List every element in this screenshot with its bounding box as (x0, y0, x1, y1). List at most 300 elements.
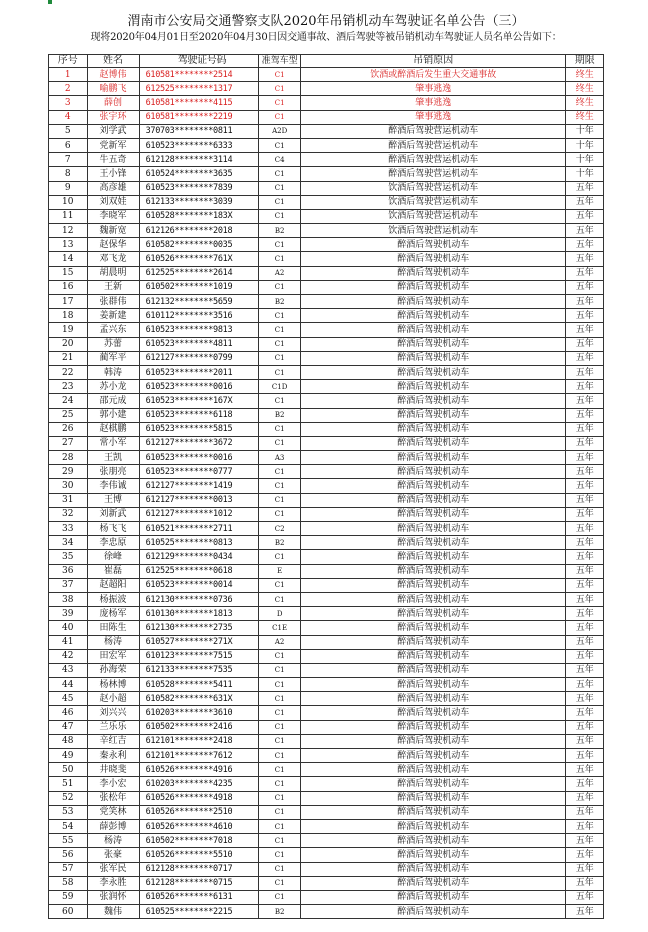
table-row (49, 238, 604, 252)
row-reason: 醉酒后驾驶机动车 (300, 280, 566, 294)
row-term: 五年 (566, 876, 604, 890)
row-reason: 醉酒后驾驶机动车 (300, 351, 566, 365)
row-term: 五年 (566, 734, 604, 748)
row-name: 赵超阳 (87, 578, 139, 592)
row-term: 五年 (566, 522, 604, 536)
row-name: 魏伟 (87, 905, 139, 919)
row-term: 五年 (566, 323, 604, 337)
row-reason: 醉酒后驾驶机动车 (300, 692, 566, 706)
table-row (49, 550, 604, 564)
row-license: 610523********0016 (139, 451, 259, 465)
row-reason: 醉酒后驾驶营运机动车 (300, 138, 566, 152)
row-term: 五年 (566, 465, 604, 479)
row-name: 蔺军平 (87, 351, 139, 365)
row-seq: 57 (49, 862, 88, 876)
table-row (49, 621, 604, 635)
row-vehicle-type: E (259, 564, 301, 578)
row-term: 五年 (566, 720, 604, 734)
table-row (49, 153, 604, 167)
row-name: 杨涛 (87, 635, 139, 649)
row-license: 612132********5659 (139, 295, 259, 309)
row-name: 李忠原 (87, 536, 139, 550)
table-row (49, 607, 604, 621)
row-term: 五年 (566, 706, 604, 720)
row-name: 张群伟 (87, 295, 139, 309)
table-row (49, 82, 604, 96)
row-vehicle-type: C1 (259, 351, 301, 365)
row-term: 终生 (566, 68, 604, 82)
row-seq: 8 (49, 167, 88, 181)
row-license: 612126********2018 (139, 224, 259, 238)
row-term: 五年 (566, 692, 604, 706)
row-seq: 44 (49, 678, 88, 692)
row-seq: 11 (49, 209, 88, 223)
row-vehicle-type: C1 (259, 465, 301, 479)
row-license: 612525********0618 (139, 564, 259, 578)
row-seq: 40 (49, 621, 88, 635)
table-row (49, 763, 604, 777)
row-term: 五年 (566, 663, 604, 677)
row-vehicle-type: B2 (259, 536, 301, 550)
table-row (49, 592, 604, 606)
row-reason: 醉酒后驾驶机动车 (300, 876, 566, 890)
row-name: 刘兴兴 (87, 706, 139, 720)
row-name: 韩涛 (87, 365, 139, 379)
row-term: 五年 (566, 777, 604, 791)
row-seq: 49 (49, 749, 88, 763)
row-vehicle-type: B2 (259, 224, 301, 238)
table-row (49, 635, 604, 649)
table-row (49, 876, 604, 890)
row-name: 张军民 (87, 862, 139, 876)
row-reason: 醉酒后驾驶机动车 (300, 266, 566, 280)
row-seq: 23 (49, 380, 88, 394)
row-seq: 26 (49, 422, 88, 436)
row-license: 610523********0777 (139, 465, 259, 479)
row-reason: 醉酒后驾驶机动车 (300, 819, 566, 833)
row-reason: 醉酒后驾驶机动车 (300, 380, 566, 394)
row-name: 杨飞飞 (87, 522, 139, 536)
row-license: 610582********631X (139, 692, 259, 706)
row-license: 610526********5510 (139, 848, 259, 862)
row-vehicle-type: C1 (259, 280, 301, 294)
row-term: 五年 (566, 422, 604, 436)
row-license: 610523********7839 (139, 181, 259, 195)
table-row (49, 124, 604, 138)
row-seq: 18 (49, 309, 88, 323)
row-license: 612128********3114 (139, 153, 259, 167)
row-vehicle-type: C1 (259, 507, 301, 521)
row-name: 李永胜 (87, 876, 139, 890)
row-license: 612127********3672 (139, 436, 259, 450)
row-name: 王小锋 (87, 167, 139, 181)
row-seq: 1 (49, 68, 88, 82)
row-seq: 30 (49, 479, 88, 493)
row-term: 五年 (566, 351, 604, 365)
row-reason: 醉酒后驾驶机动车 (300, 252, 566, 266)
table-row (49, 522, 604, 536)
col-reason-header: 吊销原因 (300, 55, 566, 68)
row-name: 赵棋鹏 (87, 422, 139, 436)
row-reason: 醉酒后驾驶机动车 (300, 465, 566, 479)
row-name: 孙海荣 (87, 663, 139, 677)
table-row (49, 507, 604, 521)
row-vehicle-type: C1 (259, 138, 301, 152)
row-vehicle-type: C1 (259, 678, 301, 692)
table-row (49, 734, 604, 748)
table-row (49, 451, 604, 465)
row-seq: 39 (49, 607, 88, 621)
row-seq: 48 (49, 734, 88, 748)
row-reason: 醉酒后驾驶机动车 (300, 649, 566, 663)
row-name: 徐峰 (87, 550, 139, 564)
row-name: 苏蕾 (87, 337, 139, 351)
row-name: 喻鹏飞 (87, 82, 139, 96)
row-vehicle-type: C1 (259, 890, 301, 904)
row-vehicle-type: C1 (259, 578, 301, 592)
row-name: 李晓军 (87, 209, 139, 223)
row-vehicle-type: C1 (259, 167, 301, 181)
row-seq: 51 (49, 777, 88, 791)
row-reason: 醉酒后驾驶机动车 (300, 422, 566, 436)
row-license: 612129********0434 (139, 550, 259, 564)
col-name-header: 姓名 (87, 55, 139, 68)
row-term: 五年 (566, 195, 604, 209)
row-reason: 肇事逃逸 (300, 82, 566, 96)
row-reason: 醉酒后驾驶机动车 (300, 607, 566, 621)
row-term: 五年 (566, 749, 604, 763)
row-name: 杨振波 (87, 592, 139, 606)
table-row (49, 323, 604, 337)
row-name: 邓飞龙 (87, 252, 139, 266)
row-term: 五年 (566, 536, 604, 550)
row-vehicle-type: A2 (259, 635, 301, 649)
col-seq-header: 序号 (49, 55, 88, 68)
row-seq: 15 (49, 266, 88, 280)
row-term: 五年 (566, 621, 604, 635)
row-license: 612127********0013 (139, 493, 259, 507)
row-reason: 醉酒后驾驶机动车 (300, 493, 566, 507)
row-vehicle-type: C1 (259, 337, 301, 351)
row-name: 张朋亮 (87, 465, 139, 479)
row-seq: 42 (49, 649, 88, 663)
row-license: 610526********761X (139, 252, 259, 266)
row-license: 610203********3610 (139, 706, 259, 720)
row-reason: 醉酒后驾驶营运机动车 (300, 167, 566, 181)
row-reason: 醉酒后驾驶机动车 (300, 635, 566, 649)
row-name: 薛创 (87, 96, 139, 110)
row-term: 五年 (566, 266, 604, 280)
row-license: 612525********2614 (139, 266, 259, 280)
row-reason: 醉酒后驾驶机动车 (300, 834, 566, 848)
row-vehicle-type: B2 (259, 408, 301, 422)
row-name: 胡晨明 (87, 266, 139, 280)
row-seq: 2 (49, 82, 88, 96)
row-seq: 25 (49, 408, 88, 422)
row-reason: 醉酒后驾驶机动车 (300, 791, 566, 805)
row-name: 党笑林 (87, 805, 139, 819)
row-term: 五年 (566, 834, 604, 848)
row-seq: 52 (49, 791, 88, 805)
row-name: 孟兴东 (87, 323, 139, 337)
row-vehicle-type: C1 (259, 365, 301, 379)
row-term: 五年 (566, 181, 604, 195)
row-seq: 16 (49, 280, 88, 294)
row-term: 终生 (566, 96, 604, 110)
row-reason: 醉酒后驾驶营运机动车 (300, 153, 566, 167)
row-vehicle-type: C1 (259, 195, 301, 209)
row-seq: 33 (49, 522, 88, 536)
table-row (49, 96, 604, 110)
table-row (49, 536, 604, 550)
table-row (49, 110, 604, 124)
row-vehicle-type: C1 (259, 734, 301, 748)
row-seq: 59 (49, 890, 88, 904)
row-reason: 醉酒后驾驶机动车 (300, 749, 566, 763)
row-license: 610523********9813 (139, 323, 259, 337)
row-vehicle-type: C1 (259, 862, 301, 876)
row-vehicle-type: A2 (259, 266, 301, 280)
table-row (49, 862, 604, 876)
row-reason: 醉酒后驾驶机动车 (300, 706, 566, 720)
row-vehicle-type: C1 (259, 876, 301, 890)
row-reason: 饮酒后驾驶营运机动车 (300, 209, 566, 223)
row-license: 610525********0813 (139, 536, 259, 550)
row-name: 魏新宽 (87, 224, 139, 238)
row-seq: 19 (49, 323, 88, 337)
row-vehicle-type: C1 (259, 309, 301, 323)
row-reason: 醉酒后驾驶机动车 (300, 436, 566, 450)
row-seq: 6 (49, 138, 88, 152)
row-name: 赵小超 (87, 692, 139, 706)
row-name: 薛彭博 (87, 819, 139, 833)
row-vehicle-type: C1E (259, 621, 301, 635)
row-reason: 醉酒后驾驶机动车 (300, 734, 566, 748)
row-reason: 醉酒后驾驶机动车 (300, 323, 566, 337)
row-vehicle-type: C1 (259, 238, 301, 252)
row-seq: 45 (49, 692, 88, 706)
row-reason: 饮酒后驾驶营运机动车 (300, 224, 566, 238)
row-term: 五年 (566, 209, 604, 223)
table-row (49, 706, 604, 720)
row-seq: 36 (49, 564, 88, 578)
row-reason: 醉酒后驾驶机动车 (300, 451, 566, 465)
row-term: 五年 (566, 479, 604, 493)
row-name: 杨林博 (87, 678, 139, 692)
row-vehicle-type: C4 (259, 153, 301, 167)
row-term: 五年 (566, 635, 604, 649)
row-vehicle-type: C1 (259, 649, 301, 663)
row-seq: 10 (49, 195, 88, 209)
row-name: 王新 (87, 280, 139, 294)
row-license: 610527********271X (139, 635, 259, 649)
row-license: 610502********7018 (139, 834, 259, 848)
row-vehicle-type: C1 (259, 96, 301, 110)
row-term: 五年 (566, 649, 604, 663)
row-seq: 4 (49, 110, 88, 124)
table-row (49, 493, 604, 507)
row-reason: 醉酒后驾驶机动车 (300, 536, 566, 550)
row-seq: 12 (49, 224, 88, 238)
row-license: 612127********1012 (139, 507, 259, 521)
row-reason: 醉酒后驾驶机动车 (300, 678, 566, 692)
row-term: 终生 (566, 110, 604, 124)
row-license: 610582********0035 (139, 238, 259, 252)
row-name: 赵博伟 (87, 68, 139, 82)
row-vehicle-type: B2 (259, 905, 301, 919)
row-vehicle-type: C1 (259, 706, 301, 720)
row-vehicle-type: C1 (259, 592, 301, 606)
row-reason: 肇事逃逸 (300, 110, 566, 124)
row-name: 崔磊 (87, 564, 139, 578)
row-seq: 7 (49, 153, 88, 167)
table-row (49, 209, 604, 223)
row-vehicle-type: C1 (259, 436, 301, 450)
row-license: 612101********7612 (139, 749, 259, 763)
row-license: 610526********4610 (139, 819, 259, 833)
row-reason: 饮酒后驾驶营运机动车 (300, 195, 566, 209)
row-reason: 醉酒后驾驶机动车 (300, 848, 566, 862)
row-name: 田宏军 (87, 649, 139, 663)
row-vehicle-type: C1 (259, 692, 301, 706)
table-row (49, 295, 604, 309)
row-seq: 27 (49, 436, 88, 450)
row-reason: 醉酒后驾驶机动车 (300, 408, 566, 422)
row-seq: 31 (49, 493, 88, 507)
row-reason: 醉酒后驾驶机动车 (300, 890, 566, 904)
table-row (49, 252, 604, 266)
row-name: 井晓斐 (87, 763, 139, 777)
row-seq: 58 (49, 876, 88, 890)
row-term: 十年 (566, 124, 604, 138)
col-term-header: 期限 (566, 55, 604, 68)
row-seq: 41 (49, 635, 88, 649)
table-row (49, 181, 604, 195)
table-row (49, 167, 604, 181)
row-seq: 43 (49, 663, 88, 677)
row-term: 五年 (566, 805, 604, 819)
row-seq: 9 (49, 181, 88, 195)
row-reason: 醉酒后驾驶机动车 (300, 663, 566, 677)
table-row (49, 777, 604, 791)
row-reason: 醉酒后驾驶机动车 (300, 479, 566, 493)
row-license: 610526********6131 (139, 890, 259, 904)
row-name: 常小军 (87, 436, 139, 450)
row-license: 612128********0715 (139, 876, 259, 890)
row-license: 612130********2735 (139, 621, 259, 635)
row-seq: 38 (49, 592, 88, 606)
row-license: 610523********4811 (139, 337, 259, 351)
row-seq: 54 (49, 819, 88, 833)
row-term: 五年 (566, 905, 604, 919)
row-reason: 醉酒后驾驶机动车 (300, 337, 566, 351)
row-name: 赵保华 (87, 238, 139, 252)
row-license: 610528********183X (139, 209, 259, 223)
row-reason: 醉酒后驾驶机动车 (300, 805, 566, 819)
table-row (49, 805, 604, 819)
row-license: 612127********1419 (139, 479, 259, 493)
row-seq: 35 (49, 550, 88, 564)
table-row (49, 351, 604, 365)
row-name: 高彦雄 (87, 181, 139, 195)
table-row (49, 309, 604, 323)
row-vehicle-type: C1 (259, 663, 301, 677)
row-name: 庞杨军 (87, 607, 139, 621)
row-seq: 53 (49, 805, 88, 819)
row-license: 610130********1813 (139, 607, 259, 621)
row-seq: 29 (49, 465, 88, 479)
row-license: 610523********2011 (139, 365, 259, 379)
row-reason: 醉酒后驾驶机动车 (300, 578, 566, 592)
row-vehicle-type: C1 (259, 209, 301, 223)
row-term: 五年 (566, 493, 604, 507)
table-row (49, 394, 604, 408)
row-license: 612525********1317 (139, 82, 259, 96)
table-row (49, 564, 604, 578)
row-name: 李伟诚 (87, 479, 139, 493)
row-license: 612130********0736 (139, 592, 259, 606)
table-row (49, 337, 604, 351)
row-term: 五年 (566, 295, 604, 309)
row-vehicle-type: C1 (259, 493, 301, 507)
row-term: 五年 (566, 252, 604, 266)
row-vehicle-type: C1 (259, 479, 301, 493)
row-vehicle-type: C1D (259, 380, 301, 394)
table-row (49, 848, 604, 862)
row-reason: 醉酒后驾驶机动车 (300, 862, 566, 876)
row-seq: 50 (49, 763, 88, 777)
row-seq: 13 (49, 238, 88, 252)
row-reason: 醉酒后驾驶机动车 (300, 365, 566, 379)
row-seq: 56 (49, 848, 88, 862)
table-row (49, 663, 604, 677)
row-vehicle-type: C2 (259, 522, 301, 536)
table-row (49, 720, 604, 734)
revocation-table (48, 54, 604, 919)
row-term: 五年 (566, 848, 604, 862)
table-row (49, 465, 604, 479)
row-license: 610525********2215 (139, 905, 259, 919)
row-reason: 饮酒后驾驶营运机动车 (300, 181, 566, 195)
row-reason: 醉酒后驾驶机动车 (300, 522, 566, 536)
row-license: 610523********0016 (139, 380, 259, 394)
row-term: 十年 (566, 167, 604, 181)
row-license: 610523********6118 (139, 408, 259, 422)
row-name: 刘双娃 (87, 195, 139, 209)
row-seq: 28 (49, 451, 88, 465)
row-name: 刘学武 (87, 124, 139, 138)
row-license: 610526********2510 (139, 805, 259, 819)
row-term: 五年 (566, 791, 604, 805)
row-term: 五年 (566, 890, 604, 904)
row-reason: 醉酒后驾驶机动车 (300, 507, 566, 521)
row-reason: 醉酒后驾驶机动车 (300, 621, 566, 635)
document-subtitle: 现将2020年04月01日至2020年04月30日因交通事故、酒后驾驶等被吊销机动车驾驶证人员名单公告如下： (90, 32, 562, 43)
table-row (49, 380, 604, 394)
row-term: 五年 (566, 451, 604, 465)
row-name: 刘新武 (87, 507, 139, 521)
row-license: 610528********5411 (139, 678, 259, 692)
table-row (49, 138, 604, 152)
row-seq: 55 (49, 834, 88, 848)
row-seq: 32 (49, 507, 88, 521)
row-term: 五年 (566, 238, 604, 252)
row-vehicle-type: C1 (259, 777, 301, 791)
row-reason: 饮酒或醉酒后发生重大交通事故 (300, 68, 566, 82)
row-term: 五年 (566, 763, 604, 777)
row-license: 610502********2416 (139, 720, 259, 734)
row-reason: 醉酒后驾驶机动车 (300, 295, 566, 309)
